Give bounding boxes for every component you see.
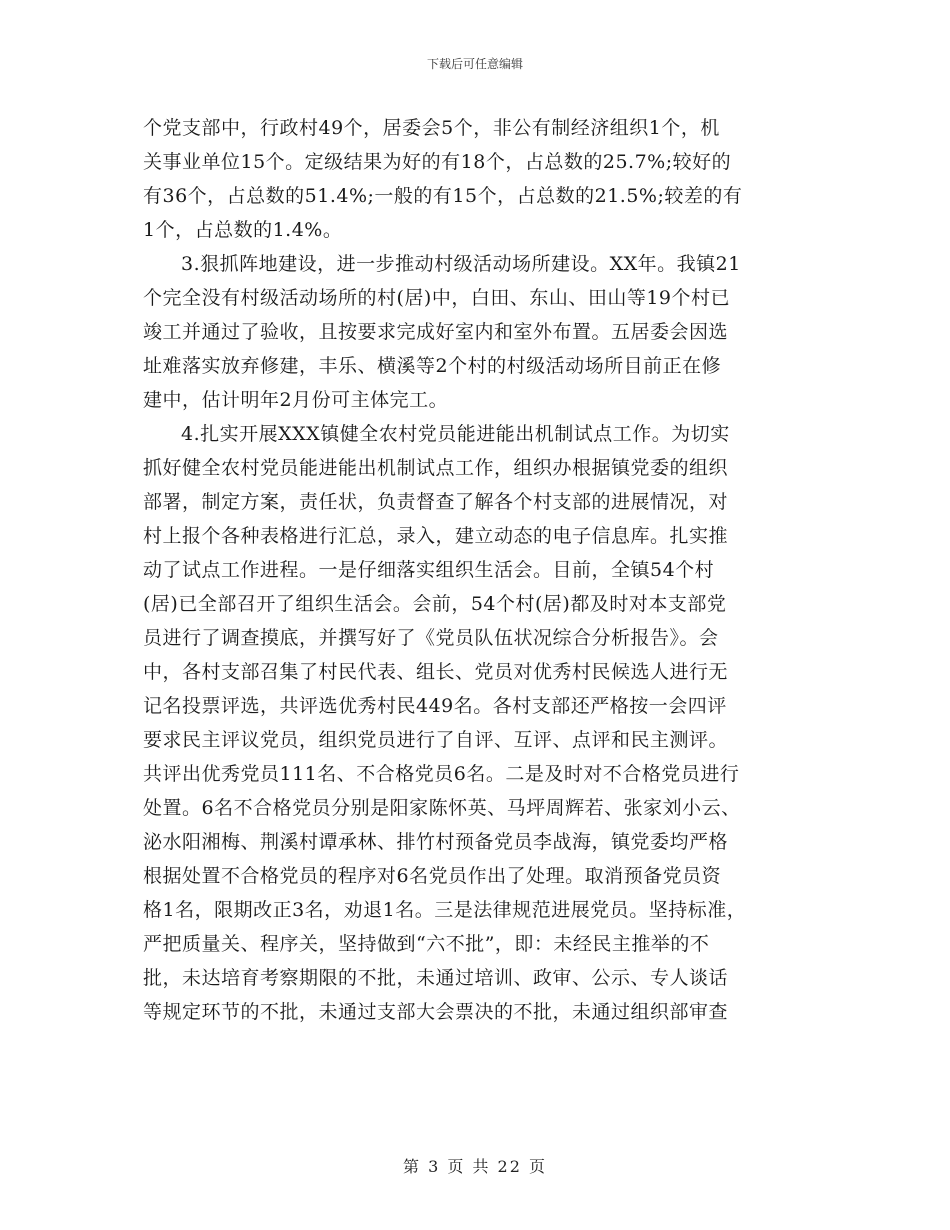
text-line: 批，未达培育考察期限的不批，未通过培训、政审、公示、专人谈话 — [143, 967, 729, 989]
text-line: 员进行了调查摸底，并撰写好了《党员队伍状况综合分析报告》。会 — [143, 627, 719, 649]
page-number-footer: 第 3 页 共 22 页 — [403, 1157, 547, 1176]
text-line: 严把质量关、程序关，坚持做到“六不批”，即：未经民主推举的不 — [143, 933, 710, 955]
text-line: 部署，制定方案，责任状，负责督查了解各个村支部的进展情况，对 — [143, 491, 729, 513]
paragraph-start-line: 3.狠抓阵地建设，进一步推动村级活动场所建设。XX年。我镇21 — [181, 253, 741, 275]
paragraph-start-line: 4.扎实开展XXX镇健全农村党员能进能出机制试点工作。为切实 — [181, 423, 730, 445]
text-line: 共评出优秀党员111名、不合格党员6名。二是及时对不合格党员进行 — [143, 763, 740, 785]
text-line: 关事业单位15个。定级结果为好的有18个，占总数的25.7%;较好的 — [143, 151, 732, 173]
header-note: 下载后可任意编辑 — [426, 57, 523, 71]
text-line: 建中，估计明年2月份可主体完工。 — [143, 389, 449, 411]
text-line: 等规定环节的不批，未通过支部大会票决的不批，未通过组织部审查 — [143, 1001, 729, 1023]
text-line: 格1名，限期改正3名，劝退1名。三是法律规范进展党员。坚持标准， — [143, 899, 747, 921]
text-line: 中，各村支部召集了村民代表、组长、党员对优秀村民候选人进行无 — [143, 661, 729, 683]
text-line: 泌水阳湘梅、荆溪村谭承林、排竹村预备党员李战海，镇党委均严格 — [143, 831, 729, 853]
body-text — [143, 111, 833, 1029]
text-line: 处置。6名不合格党员分别是阳家陈怀英、马坪周辉若、张家刘小云、 — [143, 797, 741, 819]
text-line: 个完全没有村级活动场所的村(居)中，白田、东山、田山等19个村已 — [143, 287, 731, 309]
text-line: 址难落实放弃修建，丰乐、横溪等2个村的村级活动场所目前正在修 — [143, 355, 722, 377]
text-line: 竣工并通过了验收，且按要求完成好室内和室外布置。五居委会因选 — [143, 321, 729, 343]
text-line: 要求民主评议党员，组织党员进行了自评、互评、点评和民主测评。 — [143, 729, 729, 751]
text-line: 抓好健全农村党员能进能出机制试点工作，组织办根据镇党委的组织 — [143, 457, 729, 479]
text-line: (居)已全部召开了组织生活会。会前，54个村(居)都及时对本支部党 — [143, 593, 727, 615]
text-line: 1个，占总数的1.4%。 — [143, 219, 343, 241]
text-line: 记名投票评选，共评选优秀村民449名。各村支部还严格按一会四评 — [143, 695, 727, 717]
text-line: 村上报个各种表格进行汇总，录入，建立动态的电子信息库。扎实推 — [143, 525, 729, 547]
text-line: 有36个，占总数的51.4%;一般的有15个，占总数的21.5%;较差的有 — [143, 185, 743, 207]
text-line: 动了试点工作进程。一是仔细落实组织生活会。目前，全镇54个村 — [143, 559, 715, 581]
text-line: 根据处置不合格党员的程序对6名党员作出了处理。取消预备党员资 — [143, 865, 722, 887]
text-line: 个党支部中，行政村49个，居委会5个，非公有制经济组织1个，机 — [143, 117, 720, 139]
